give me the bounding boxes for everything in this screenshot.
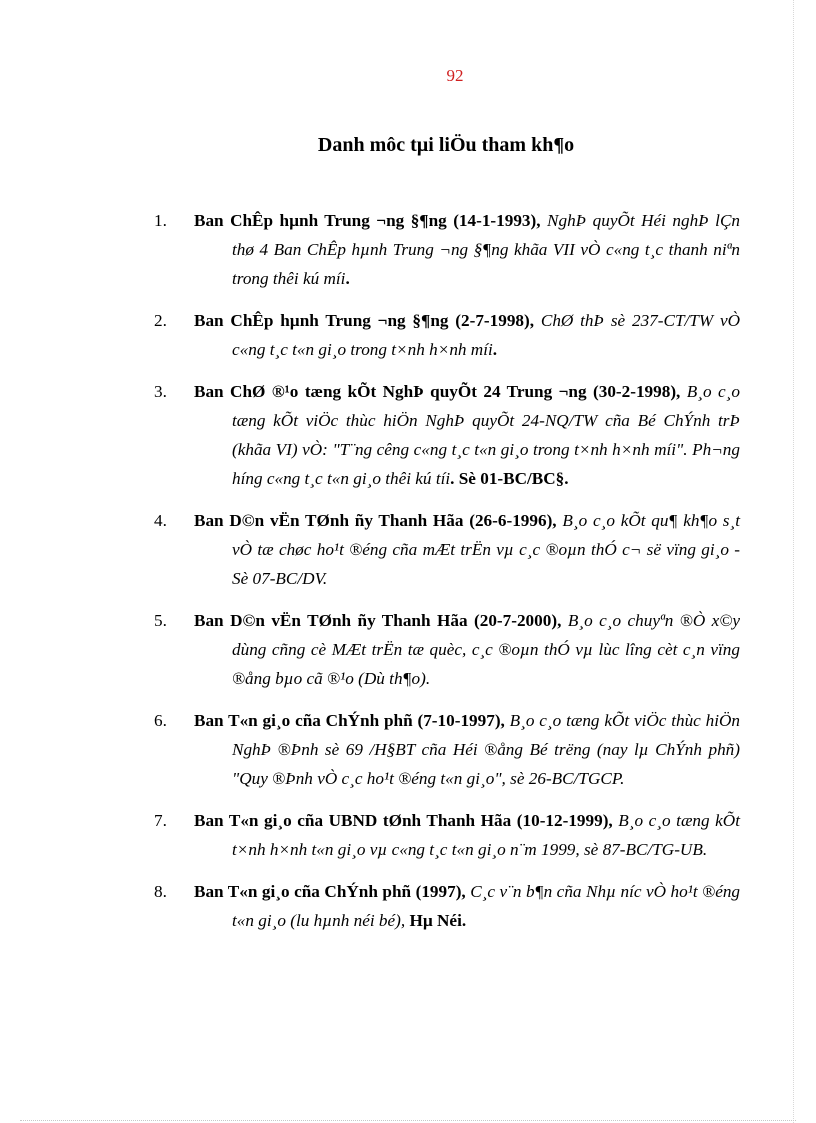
reference-item bbox=[154, 506, 740, 593]
reference-author: Ban T«n gi¸o cña ChÝnh phñ (1997), bbox=[194, 882, 466, 901]
reference-item bbox=[154, 306, 740, 364]
reference-text bbox=[194, 506, 740, 593]
reference-number: 5. bbox=[154, 611, 167, 630]
reference-author: Ban D©n vËn TØnh ñy Thanh Hãa (20-7-2000), bbox=[194, 611, 562, 630]
reference-tail: Hµ Néi. bbox=[405, 911, 467, 930]
reference-title: B¸o c¸o tæng kÕt viÖc thùc hiÖn NghÞ ®Þnh sè 69 /H§BT cña Héi ®ång Bé trëng (nay lµ ChÝnh phñ) "Quy ®Þnh vÒ c¸c ho¹t ®éng t«n gi¸o", sè 26-BC/TGCP. bbox=[232, 711, 741, 788]
reference-text bbox=[194, 206, 740, 293]
reference-title: B¸o c¸o tæng kÕt t×nh h×nh t«n gi¸o vµ c«ng t¸c t«n gi¸o n¨m 1999, sè 87-BC/TG-UB. bbox=[232, 811, 740, 859]
page-title: Danh môc tµi liÖu tham kh¶o bbox=[317, 134, 575, 156]
reference-number: 2. bbox=[154, 311, 167, 330]
reference-author: Ban T«n gi¸o cña ChÝnh phñ (7-10-1997), bbox=[194, 711, 505, 730]
reference-tail: . bbox=[492, 340, 498, 359]
reference-author: Ban D©n vËn TØnh ñy Thanh Hãa (26-6-1996), bbox=[194, 511, 557, 530]
reference-item bbox=[154, 377, 740, 493]
reference-author: Ban ChØ ®¹o tæng kÕt NghÞ quyÕt 24 Trung ¬ng (30-2-1998), bbox=[194, 382, 681, 401]
reference-list bbox=[154, 206, 740, 948]
reference-number: 4. bbox=[154, 511, 167, 530]
reference-text bbox=[194, 306, 740, 364]
reference-text bbox=[194, 877, 740, 935]
reference-item bbox=[154, 606, 740, 693]
page-right-border bbox=[793, 0, 794, 1123]
page-bottom-border bbox=[20, 1120, 796, 1121]
reference-tail: . bbox=[345, 269, 350, 288]
reference-item bbox=[154, 706, 740, 793]
reference-number: 7. bbox=[154, 811, 167, 830]
reference-author: Ban ChÊp hµnh Trung ¬ng §¶ng (14-1-1993), bbox=[194, 211, 541, 230]
reference-number: 6. bbox=[154, 711, 167, 730]
reference-title: B¸o c¸o chuyªn ®Ò x©y dùng cñng cè MÆt trËn tæ quèc, c¸c ®oµn thÓ vµ lùc lîng cèt c¸n vïng ®ång bµo cã ®¹o (Dù th¶o). bbox=[232, 611, 741, 688]
reference-number: 1. bbox=[154, 211, 167, 230]
reference-title: B¸o c¸o tæng kÕt viÖc thùc hiÖn NghÞ quyÕt 24-NQ/TW cña Bé ChÝnh trÞ (khãa VI) vÒ: "T¨ng cêng c«ng t¸c t«n gi¸o trong t×nh h×nh míi". Ph¬ng híng c«ng t¸c t«n gi¸o thêi kú tíi bbox=[232, 382, 740, 488]
reference-author: Ban ChÊp hµnh Trung ¬ng §¶ng (2-7-1998), bbox=[194, 311, 535, 330]
reference-number: 3. bbox=[154, 382, 167, 401]
reference-text bbox=[194, 606, 740, 693]
reference-item bbox=[154, 806, 740, 864]
reference-title: B¸o c¸o kÕt qu¶ kh¶o s¸t vÒ tæ chøc ho¹t ®éng cña mÆt trËn vµ c¸c ®oµn thÓ c¬ së vïng gi¸o - Sè 07-BC/DV. bbox=[232, 511, 740, 588]
reference-text bbox=[194, 377, 740, 493]
reference-tail: . Sè 01-BC/BC§. bbox=[450, 469, 569, 488]
reference-item bbox=[154, 877, 740, 935]
reference-title: C¸c v¨n b¶n cña Nhµ níc vÒ ho¹t ®éng t«n gi¸o (lu hµnh néi bé), bbox=[232, 882, 741, 930]
reference-item bbox=[154, 206, 740, 293]
reference-text bbox=[194, 706, 740, 793]
reference-title: NghÞ quyÕt Héi nghÞ lÇn thø 4 Ban ChÊp hµnh Trung ¬ng §¶ng khãa VII vÒ c«ng t¸c thanh niªn trong thêi kú míi bbox=[232, 211, 741, 288]
reference-number: 8. bbox=[154, 882, 167, 901]
page-number: 92 bbox=[446, 66, 464, 85]
reference-author: Ban T«n gi¸o cña UBND tØnh Thanh Hãa (10-12-1999), bbox=[194, 811, 613, 830]
reference-text bbox=[194, 806, 740, 864]
reference-title: ChØ thÞ sè 237-CT/TW vÒ c«ng t¸c t«n gi¸o trong t×nh h×nh míi bbox=[232, 311, 741, 359]
